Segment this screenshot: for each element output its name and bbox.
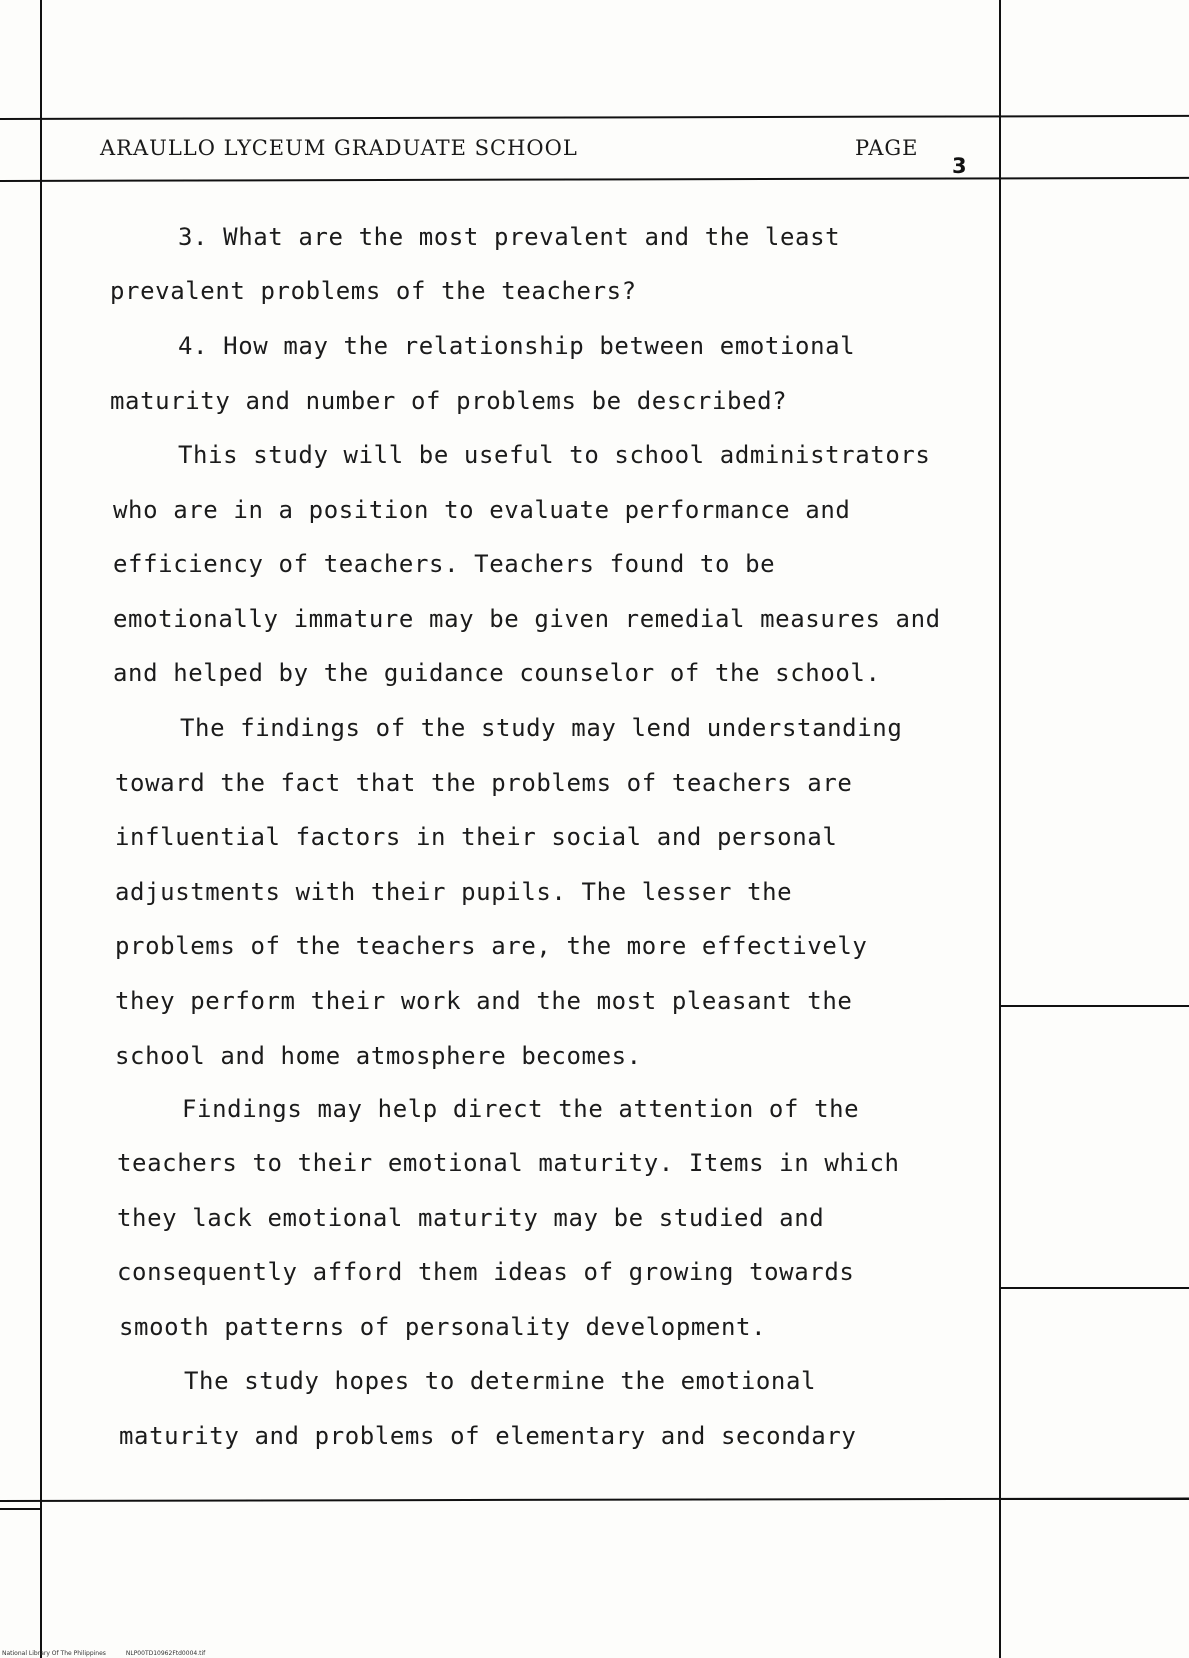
text-line: 3. What are the most prevalent and the least	[178, 223, 841, 251]
text-line: maturity and problems of elementary and secondary	[119, 1422, 857, 1450]
text-line: problems of the teachers are, the more effectively	[115, 932, 868, 960]
text-line: This study will be useful to school administrators	[178, 441, 931, 469]
text-line: Findings may help direct the attention of the	[182, 1095, 860, 1123]
text-line: who are in a position to evaluate performance and	[113, 496, 851, 524]
scan-footer	[2, 1650, 223, 1657]
page-label: PAGE	[855, 136, 919, 160]
left-margin-rule	[40, 0, 42, 1658]
text-line: smooth patterns of personality development.	[119, 1313, 767, 1341]
text-line: they perform their work and the most pleasant the	[115, 987, 853, 1015]
text-line: maturity and number of problems be described?	[110, 387, 788, 415]
text-line: school and home atmosphere becomes.	[115, 1042, 642, 1070]
text-line: emotionally immature may be given remedial measures and	[113, 605, 941, 633]
text-line: toward the fact that the problems of teachers are	[115, 769, 853, 797]
margin-tick-rule	[1001, 1498, 1189, 1500]
file-id: NLP00TD10962Ftd0004.tif	[125, 1650, 206, 1657]
page-number: 3	[952, 154, 967, 178]
text-line: influential factors in their social and personal	[115, 823, 838, 851]
text-line: adjustments with their pupils. The lesser the	[115, 878, 793, 906]
text-line: 4. How may the relationship between emotional	[178, 332, 856, 360]
text-line: and helped by the guidance counselor of the school.	[113, 659, 881, 687]
library-credit: National Library Of The Philippines	[2, 1650, 106, 1657]
margin-tick-rule	[1001, 1005, 1189, 1007]
school-name: ARAULLO LYCEUM GRADUATE SCHOOL	[100, 136, 578, 160]
text-line: The study hopes to determine the emotional	[184, 1367, 817, 1395]
text-line: prevalent problems of the teachers?	[110, 277, 637, 305]
margin-tick-rule	[1001, 1287, 1189, 1289]
right-margin-rule	[999, 0, 1001, 1658]
header-bottom-rule	[0, 177, 1189, 182]
text-line: efficiency of teachers. Teachers found to be	[113, 550, 776, 578]
header-top-rule	[0, 115, 1189, 120]
text-line: teachers to their emotional maturity. Items in which	[117, 1149, 900, 1177]
text-line: they lack emotional maturity may be studied and	[117, 1204, 825, 1232]
text-line: consequently afford them ideas of growing towards	[117, 1258, 855, 1286]
text-line: The findings of the study may lend understanding	[180, 714, 903, 742]
margin-tick-rule	[0, 1508, 40, 1510]
